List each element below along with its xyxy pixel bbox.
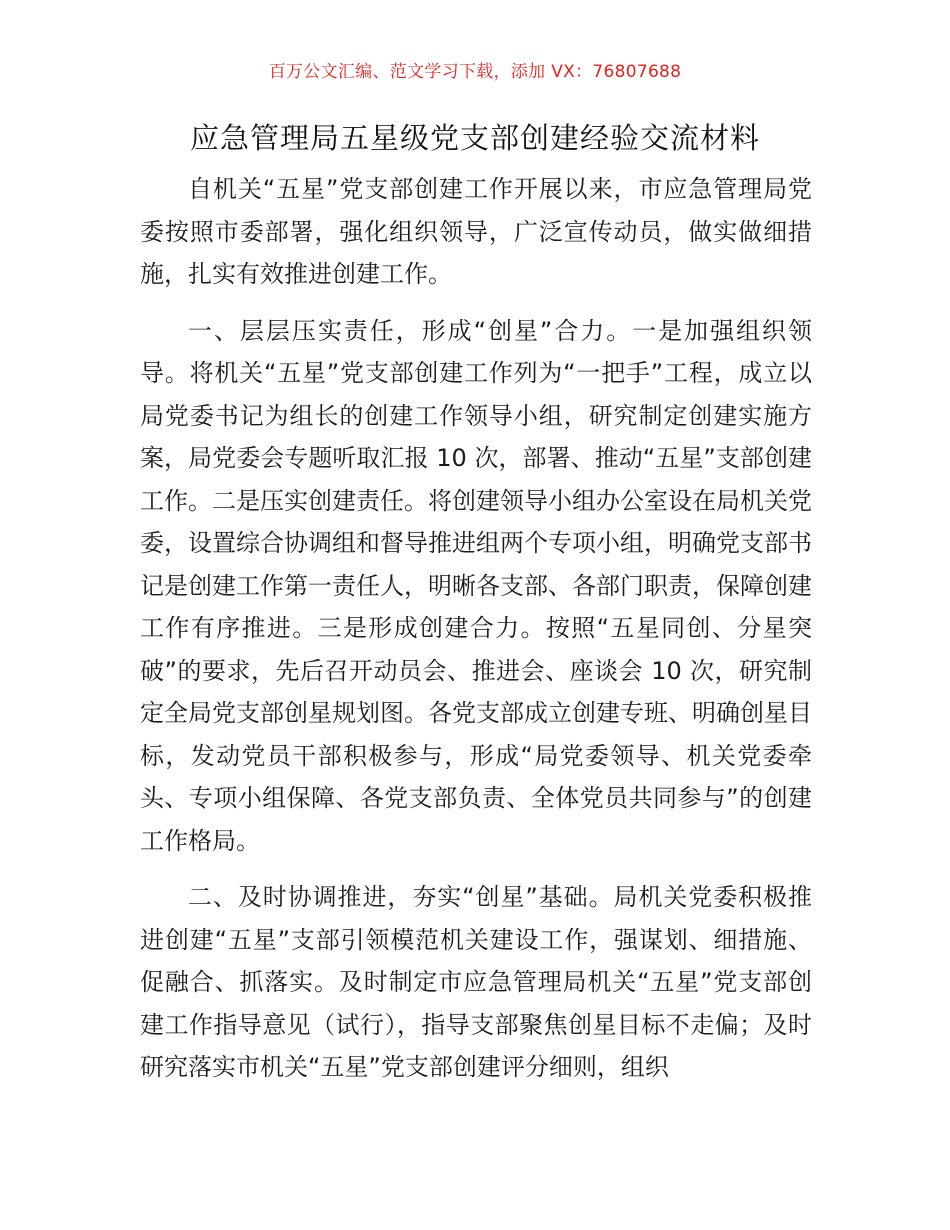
paragraph-section-one: 一、层层压实责任，形成“创星”合力。一是加强组织领导。将机关“五星”党支部创建工作列为“一把手”工程，成立以局党委书记为组长的创建工作领导小组，研究制定创建实施方案，局党委会专题听取汇报 10 次，部署、推动“五星”支部创建工作。二是压实创建责任。将创建领导小组办公室设在局机关党委，设置综合协调组和督导推进组两个专项小组，明确党支部书记是创建工作第一责任人，明晰各支部、各部门职责，保障创建工作有序推进。三是形成创建合力。按照“五星同创、分星突破”的要求，先后召开动员会、推进会、座谈会 10 次，研究制定全局党支部创星规划图。各党支部成立创建专班、明确创星目标，发动党员干部积极参与，形成“局党委领导、机关党委牵头、专项小组保障、各党支部负责、全体党员共同参与”的创建工作格局。 bbox=[140, 316, 812, 855]
watermark-banner: 百万公文汇编、范文学习下载，添加 VX：76807688 bbox=[268, 62, 682, 82]
document-body bbox=[140, 168, 812, 1089]
paragraph-section-two: 二、及时协调推进，夯实“创星”基础。局机关党委积极推进创建“五星”支部引领模范机关建设工作，强谋划、细措施、促融合、抓落实。及时制定市应急管理局机关“五星”党支部创建工作指导意见（试行），指导支部聚焦创星目标不走偏；及时研究落实市机关“五星”党支部创建评分细则，组织 bbox=[140, 883, 812, 1081]
paragraph-intro: 自机关“五星”党支部创建工作开展以来，市应急管理局党委按照市委部署，强化组织领导，广泛宣传动员，做实做细措施，扎实有效推进创建工作。 bbox=[140, 175, 812, 288]
document-title: 应急管理局五星级党支部创建经验交流材料 bbox=[189, 121, 760, 155]
